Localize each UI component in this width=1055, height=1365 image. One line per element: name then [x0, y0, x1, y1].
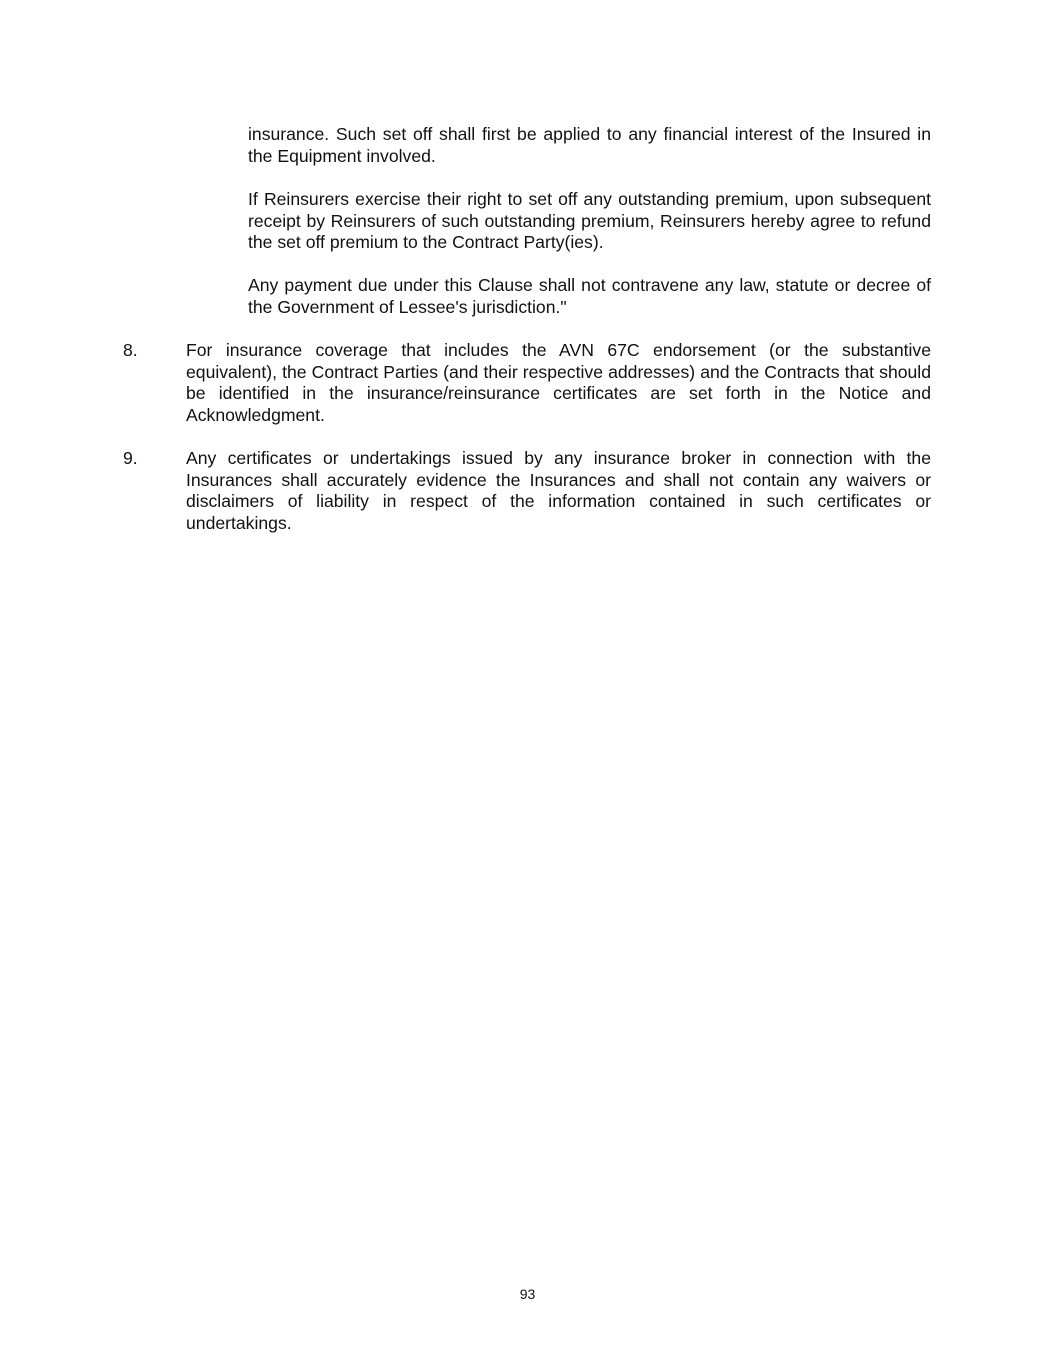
- continuation-paragraph-3: Any payment due under this Clause shall not contravene any law, statute or decree of the Government of Lessee's jurisdiction.": [248, 275, 931, 317]
- continuation-paragraph-2: If Reinsurers exercise their right to set off any outstanding premium, upon subsequent receipt by Reinsurers of such outstanding premium, Reinsurers hereby agree to refund the set off premium to the Contract Party(ies).: [248, 189, 931, 253]
- item-9-text: Any certificates or undertakings issued by any insurance broker in connection with the Insurances shall accurately evidence the Insurances and shall not contain any waivers or disclaimers of liability in respect of the information contained in such certificates or undertakings.: [186, 448, 931, 533]
- page-number: 93: [519, 1286, 536, 1302]
- item-8-number: 8.: [123, 340, 138, 360]
- continuation-paragraph-1: insurance. Such set off shall first be applied to any financial interest of the Insured in the Equipment involved.: [248, 124, 931, 166]
- item-9-number: 9.: [123, 448, 138, 468]
- item-8-text: For insurance coverage that includes the AVN 67C endorsement (or the substantive equivalent), the Contract Parties (and their respective addresses) and the Contracts that should be identified in the insurance/reinsurance certificates are set forth in the Notice and Acknowledgment.: [186, 340, 931, 425]
